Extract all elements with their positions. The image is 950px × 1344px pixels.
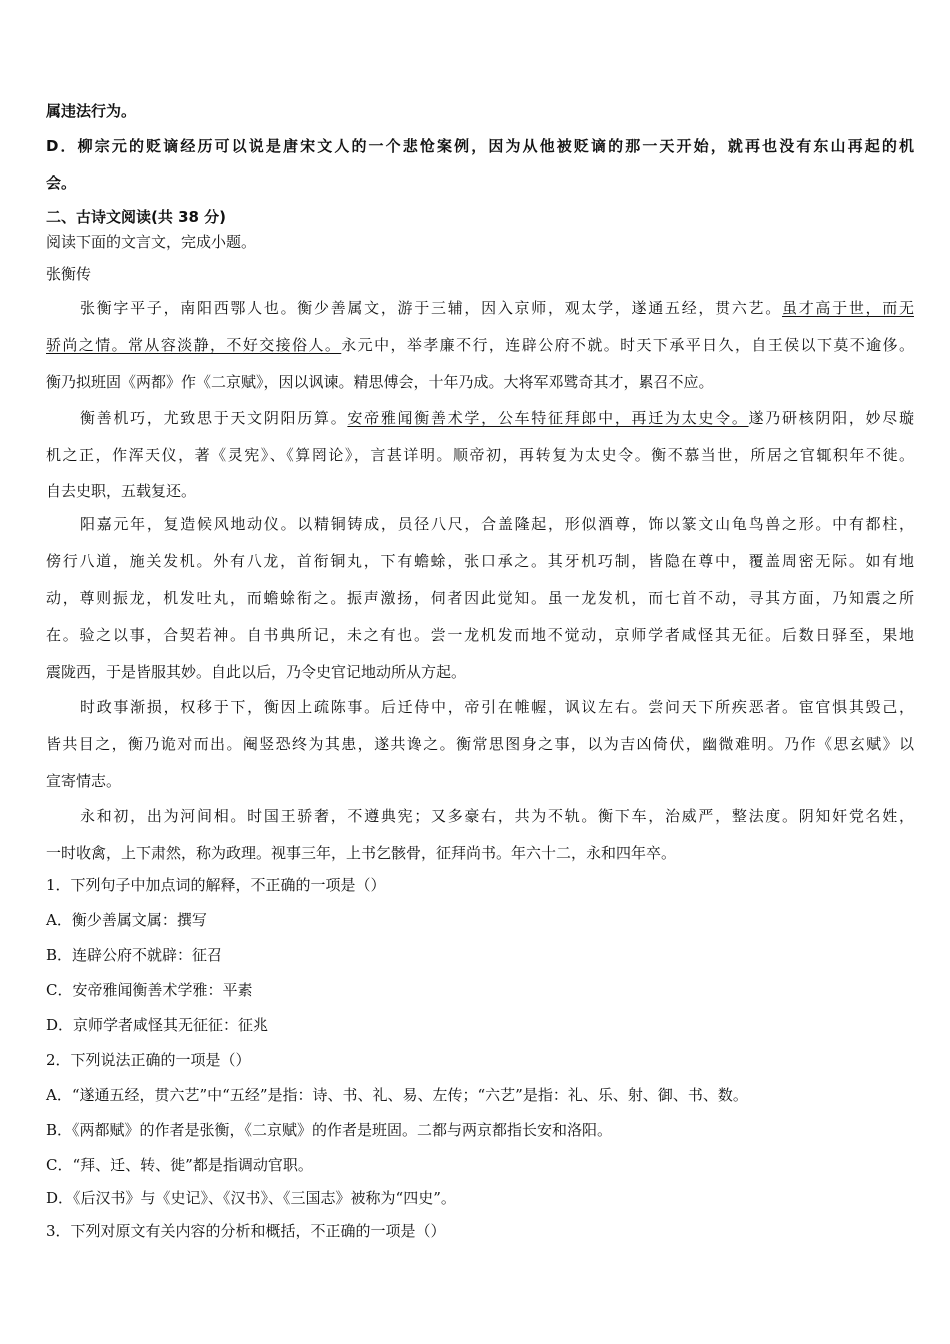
section-instruction: 阅读下面的文言文，完成小题。 [46, 233, 257, 251]
passage-p4-line1: 时政事渐损，权移于下，衡因上疏陈事。后迁侍中，帝引在帷幄，讽议左右。尝问天下所疾恶者。宦官惧其毁己， [80, 698, 914, 716]
section-title: 二、古诗文阅读(共 38 分) [46, 208, 227, 226]
question-2-stem: 2．下列说法正确的一项是（） [46, 1051, 251, 1069]
question-1-option-b: B．连辟公府不就辟：征召 [46, 946, 223, 964]
question-1-option-c: C．安帝雅闻衡善术学雅：平素 [46, 981, 253, 999]
question-2-option-c: C．“拜、迁、转、徙”都是指调动官职。 [46, 1156, 313, 1174]
question-2-option-a: A．“遂通五经，贯六艺”中“五经”是指：诗、书、礼、易、左传；“六艺”是指：礼、乐、射、御、书、数。 [46, 1086, 748, 1104]
passage-p1-line1 [80, 298, 914, 320]
prev-option-d: D．柳宗元的贬谪经历可以说是唐宋文人的一个悲怆案例，因为从他被贬谪的那一天开始，就再也没有东山再起的机 [46, 137, 914, 155]
underlined-run: 虽才高于世，而无 [781, 299, 914, 317]
passage-p3-line2: 傍行八道，施关发机。外有八龙，首衔铜丸，下有蟾蜍，张口承之。其牙机巧制，皆隐在尊中，覆盖周密无际。如有地 [46, 552, 914, 570]
question-2-option-d: D．《后汉书》与《史记》、《汉书》、《三国志》被称为“四史”。 [46, 1189, 456, 1207]
question-3-stem: 3．下列对原文有关内容的分析和概括，不正确的一项是（） [46, 1222, 446, 1240]
text-run: 遂乃研核阴阳，妙尽璇 [748, 409, 914, 427]
text-run: 张衡字平子，南阳西鄂人也。衡少善属文，游于三辅，因入京师，观太学，遂通五经，贯六艺。 [80, 299, 782, 317]
question-1-option-a: A．衡少善属文属：撰写 [46, 911, 207, 929]
passage-p2-line2: 机之正，作浑天仪，著《灵宪》、《算罔论》，言甚详明。顺帝初，再转复为太史令。衡不慕当世，所居之官辄积年不徙。 [46, 446, 914, 464]
passage-p3-line3: 动，尊则振龙，机发吐丸，而蟾蜍衔之。振声激扬，伺者因此觉知。虽一龙发机，而七首不动，寻其方面，乃知震之所 [46, 589, 914, 607]
question-1-option-d: D．京师学者咸怪其无征征：征兆 [46, 1016, 269, 1034]
text-run: 永元中，举孝廉不行，连辟公府不就。时天下承平日久，自王侯以下莫不逾侈。 [341, 336, 914, 354]
passage-p1-line2 [46, 335, 914, 357]
question-1-stem: 1．下列句子中加点词的解释，不正确的一项是（） [46, 876, 386, 894]
passage-p3-line4: 在。验之以事，合契若神。自书典所记，未之有也。尝一龙机发而地不觉动，京师学者咸怪其无征。后数日驿至，果地 [46, 626, 914, 644]
underlined-run: 安帝雅闻衡善术学，公车特征拜郎中，再迁为太史令。 [347, 409, 749, 427]
underlined-run: 骄尚之情。常从容淡静，不好交接俗人。 [46, 336, 342, 354]
passage-p5-line2: 一时收禽，上下肃然，称为政理。视事三年，上书乞骸骨，征拜尚书。年六十二，永和四年卒。 [46, 844, 677, 862]
prev-question-line: 属违法行为。 [46, 102, 137, 120]
text-run: 衡善机巧，尤致思于天文阴阳历算。 [80, 409, 348, 427]
passage-title: 张衡传 [46, 265, 92, 283]
passage-p4-line3: 宣寄情志。 [46, 772, 122, 790]
passage-p3-line1: 阳嘉元年，复造候风地动仪。以精铜铸成，员径八尺，合盖隆起，形似酒尊，饰以篆文山龟鸟兽之形。中有都柱， [80, 515, 914, 533]
prev-option-d-cont: 会。 [46, 174, 77, 192]
question-2-option-b: B．《两都赋》的作者是张衡，《二京赋》的作者是班固。二都与两京都指长安和洛阳。 [46, 1121, 613, 1139]
passage-p4-line2: 皆共目之，衡乃诡对而出。阉竖恐终为其患，遂共谗之。衡常思图身之事，以为吉凶倚伏，幽微难明。乃作《思玄赋》以 [46, 735, 914, 753]
passage-p2-line3: 自去史职，五载复还。 [46, 482, 197, 500]
passage-p3-line5: 震陇西，于是皆服其妙。自此以后，乃令史官记地动所从方起。 [46, 663, 467, 681]
passage-p2-line1 [80, 408, 914, 430]
passage-p1-line3: 衡乃拟班固《两都》作《二京赋》，因以讽谏。精思傅会，十年乃成。大将军邓骘奇其才，累召不应。 [46, 373, 714, 391]
passage-p5-line1: 永和初，出为河间相。时国王骄奢，不遵典宪；又多豪右，共为不轨。衡下车，治威严，整法度。阴知奸党名姓， [80, 807, 914, 825]
